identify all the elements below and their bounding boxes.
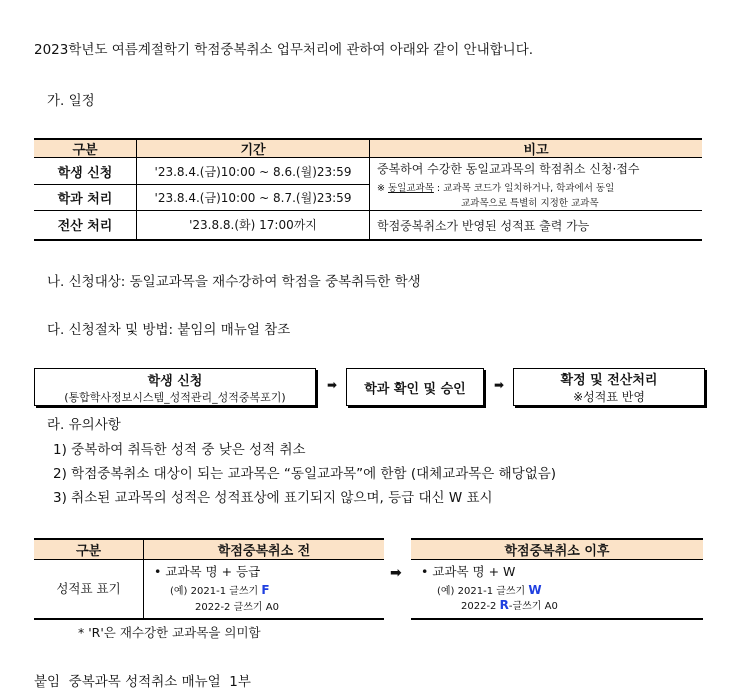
compare-header-type: 구분	[34, 540, 143, 560]
flow-step-finalize	[513, 368, 705, 406]
note-item: 1) 중복하여 취득한 성적 중 낮은 성적 취소	[53, 442, 306, 458]
note-mark: ※	[377, 183, 385, 194]
note-item: 2) 학점중복취소 대상이 되는 교과목은 “동일교과목”에 한함 (대체교과목은 해당없음)	[53, 466, 557, 482]
section-ga-heading: 가. 일정	[47, 93, 95, 109]
intro-text: 2023학년도 여름계절학기 학점중복취소 업무처리에 관하여 아래와 같이 안내합니다.	[34, 42, 534, 58]
note-item: 3) 취소된 교과목의 성적은 성적표상에 표기되지 않으며, 등급 대신 W 표시	[53, 490, 493, 506]
compare-table-before	[34, 538, 384, 620]
footnote: * 'R'은 재수강한 교과목을 의미함	[78, 625, 261, 640]
flow-step3-sub: ※성적표 반영	[573, 390, 645, 404]
schedule-header-type: 구분	[34, 140, 136, 158]
note-def-1: : 교과목 코드가 일치하거나, 학과에서 동일	[436, 183, 615, 194]
flow-step-student-apply	[34, 368, 316, 406]
note-def-2: 교과목으로 특별히 지정한 교과목	[461, 198, 599, 209]
schedule-note-last: 학점중복취소가 반영된 성적표 출력 가능	[377, 219, 590, 233]
compare-header-after: 학점중복취소 이후	[411, 540, 703, 560]
before-line: • 교과목 명 + 등급	[154, 564, 261, 579]
retake-marker: R	[499, 598, 509, 612]
grade-w: W	[528, 583, 542, 597]
flow-arrow-icon: ➡	[327, 378, 338, 392]
before-example-2: 2022-2 글쓰기 A0	[195, 602, 279, 613]
after-line: • 교과목 명 + W	[421, 564, 516, 579]
before-example-1: (예) 2021-1 글쓰기 F	[170, 583, 270, 597]
schedule-row-label: 학생 신청	[57, 165, 113, 181]
attachment-line: 붙임 중복과목 성적취소 매뉴얼 1부	[34, 674, 251, 690]
flow-step3-title: 확정 및 전산처리	[560, 373, 658, 388]
schedule-note-main: 중복하여 수강한 동일교과목의 학점취소 신청·접수	[377, 162, 640, 176]
schedule-row-period: '23.8.8.(화) 17:00까지	[189, 217, 317, 232]
schedule-row-label: 전산 처리	[57, 218, 113, 234]
schedule-header-note: 비고	[370, 140, 702, 158]
schedule-table	[34, 138, 702, 241]
section-na-heading: 나. 신청대상: 동일교과목을 재수강하여 학점을 중복취득한 학생	[47, 274, 421, 290]
schedule-row-period: '23.8.4.(금)10:00 ~ 8.6.(월)23:59	[154, 164, 352, 179]
schedule-row-label: 학과 처리	[57, 192, 113, 207]
compare-row-label: 성적표 표기	[56, 581, 121, 596]
flow-step-dept-approve: 학과 확인 및 승인	[346, 368, 484, 406]
compare-header-before: 학점중복취소 전	[144, 540, 384, 560]
compare-table-after	[411, 538, 703, 620]
schedule-note-definition	[377, 180, 614, 194]
note-term: 동일교과목	[388, 183, 434, 194]
schedule-row-period: '23.8.4.(금)10:00 ~ 8.7.(월)23:59	[154, 191, 352, 205]
after-example-2: 2022-2 R-글쓰기 A0	[461, 598, 558, 612]
section-ra-heading: 라. 유의사항	[47, 417, 121, 433]
grade-f: F	[261, 583, 270, 597]
flow-step1-sub: (통합학사정보시스템_성적관리_성적중복포기)	[64, 390, 286, 404]
flow-arrow-icon: ➡	[494, 378, 505, 392]
section-da-heading: 다. 신청절차 및 방법: 붙임의 매뉴얼 참조	[47, 322, 291, 338]
schedule-header-period: 기간	[137, 140, 369, 158]
flow-step1-title: 학생 신청	[147, 373, 203, 389]
compare-arrow-icon: ➡	[390, 565, 402, 581]
after-example-1: (예) 2021-1 글쓰기 W	[437, 583, 542, 597]
